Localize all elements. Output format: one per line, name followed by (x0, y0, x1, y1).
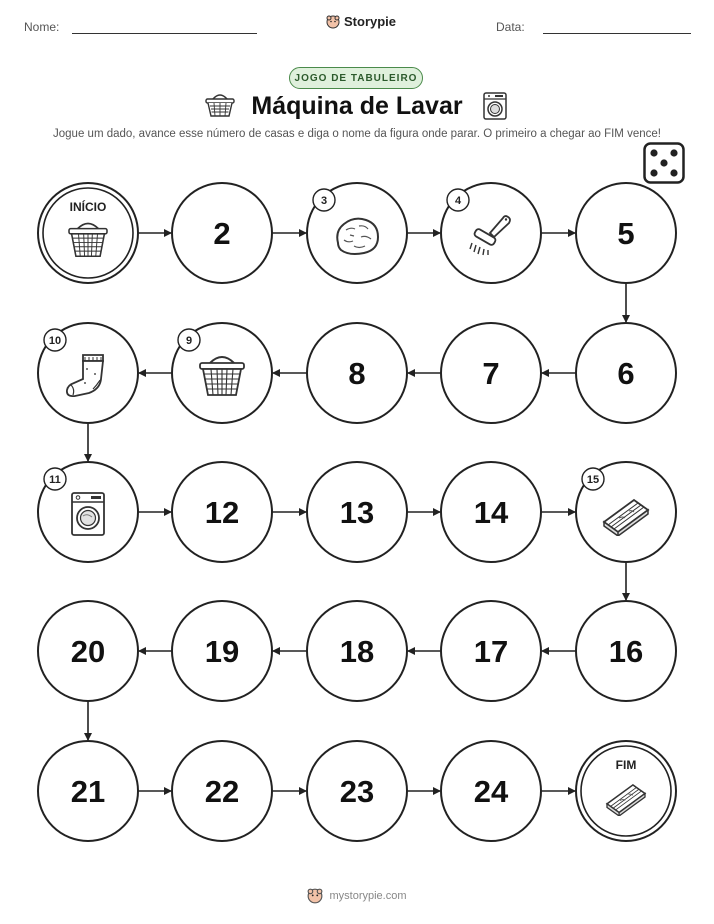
space-number: 21 (70, 774, 106, 809)
space-number: 23 (339, 774, 375, 809)
game-badge: JOGO DE TABULEIRO (289, 67, 423, 89)
board-space (172, 741, 272, 841)
space-number: 8 (348, 356, 366, 391)
instructions: Jogue um dado, avance esse número de casas e diga o nome da figura onde parar. O primeiro a chegar ao FIM vence! (53, 128, 661, 140)
board-space (172, 601, 272, 701)
board-space (38, 323, 138, 423)
board-space (576, 601, 676, 701)
space-number: 16 (608, 634, 644, 669)
page-title: Máquina de Lavar (251, 92, 463, 120)
space-number: 2 (213, 216, 231, 251)
board-space (307, 462, 407, 562)
dice-five-icon (643, 142, 685, 184)
board-space (441, 601, 541, 701)
space-label: INÍCIO (69, 200, 107, 214)
space-number: 9 (185, 335, 193, 347)
board-space (576, 462, 676, 562)
basket-icon (69, 223, 107, 256)
basket-icon (200, 357, 244, 395)
board-space (38, 462, 138, 562)
board-space (307, 601, 407, 701)
space-number: 4 (454, 195, 462, 207)
space-number: 20 (70, 634, 106, 669)
start-space (38, 183, 138, 283)
space-number: 3 (320, 195, 328, 207)
board-space (172, 323, 272, 423)
space-number: 7 (482, 356, 500, 391)
space-number: 17 (473, 634, 509, 669)
board-space (441, 183, 541, 283)
board-space (441, 323, 541, 423)
space-label: FIM (615, 758, 637, 772)
space-number: 14 (473, 495, 509, 530)
space-number: 12 (204, 495, 240, 530)
space-number: 15 (586, 474, 600, 486)
space-number: 22 (204, 774, 240, 809)
board-space (38, 741, 138, 841)
space-number: 5 (617, 216, 635, 251)
board-space (172, 462, 272, 562)
storypie-logo-icon (307, 888, 323, 904)
footer (0, 888, 714, 904)
board-space (172, 183, 272, 283)
space-number: 19 (204, 634, 240, 669)
space-number: 6 (617, 356, 635, 391)
space-number: 10 (48, 335, 62, 347)
board-space (576, 323, 676, 423)
board-space (38, 601, 138, 701)
footer-url: mystorypie.com (329, 890, 407, 902)
space-number: 18 (339, 634, 375, 669)
washing-machine-icon (72, 493, 104, 535)
board-space (307, 183, 407, 283)
rock-icon (337, 219, 378, 254)
board-space (441, 741, 541, 841)
board-space (576, 183, 676, 283)
date-label: Data: (496, 20, 525, 34)
space-number: 11 (49, 474, 61, 486)
board-space (307, 323, 407, 423)
name-label: Nome: (24, 20, 60, 34)
brand-name: Storypie (344, 14, 397, 29)
finish-space (576, 741, 676, 841)
board-space (307, 741, 407, 841)
space-number: 13 (339, 495, 375, 530)
board-space (441, 462, 541, 562)
space-number: 24 (473, 774, 509, 809)
